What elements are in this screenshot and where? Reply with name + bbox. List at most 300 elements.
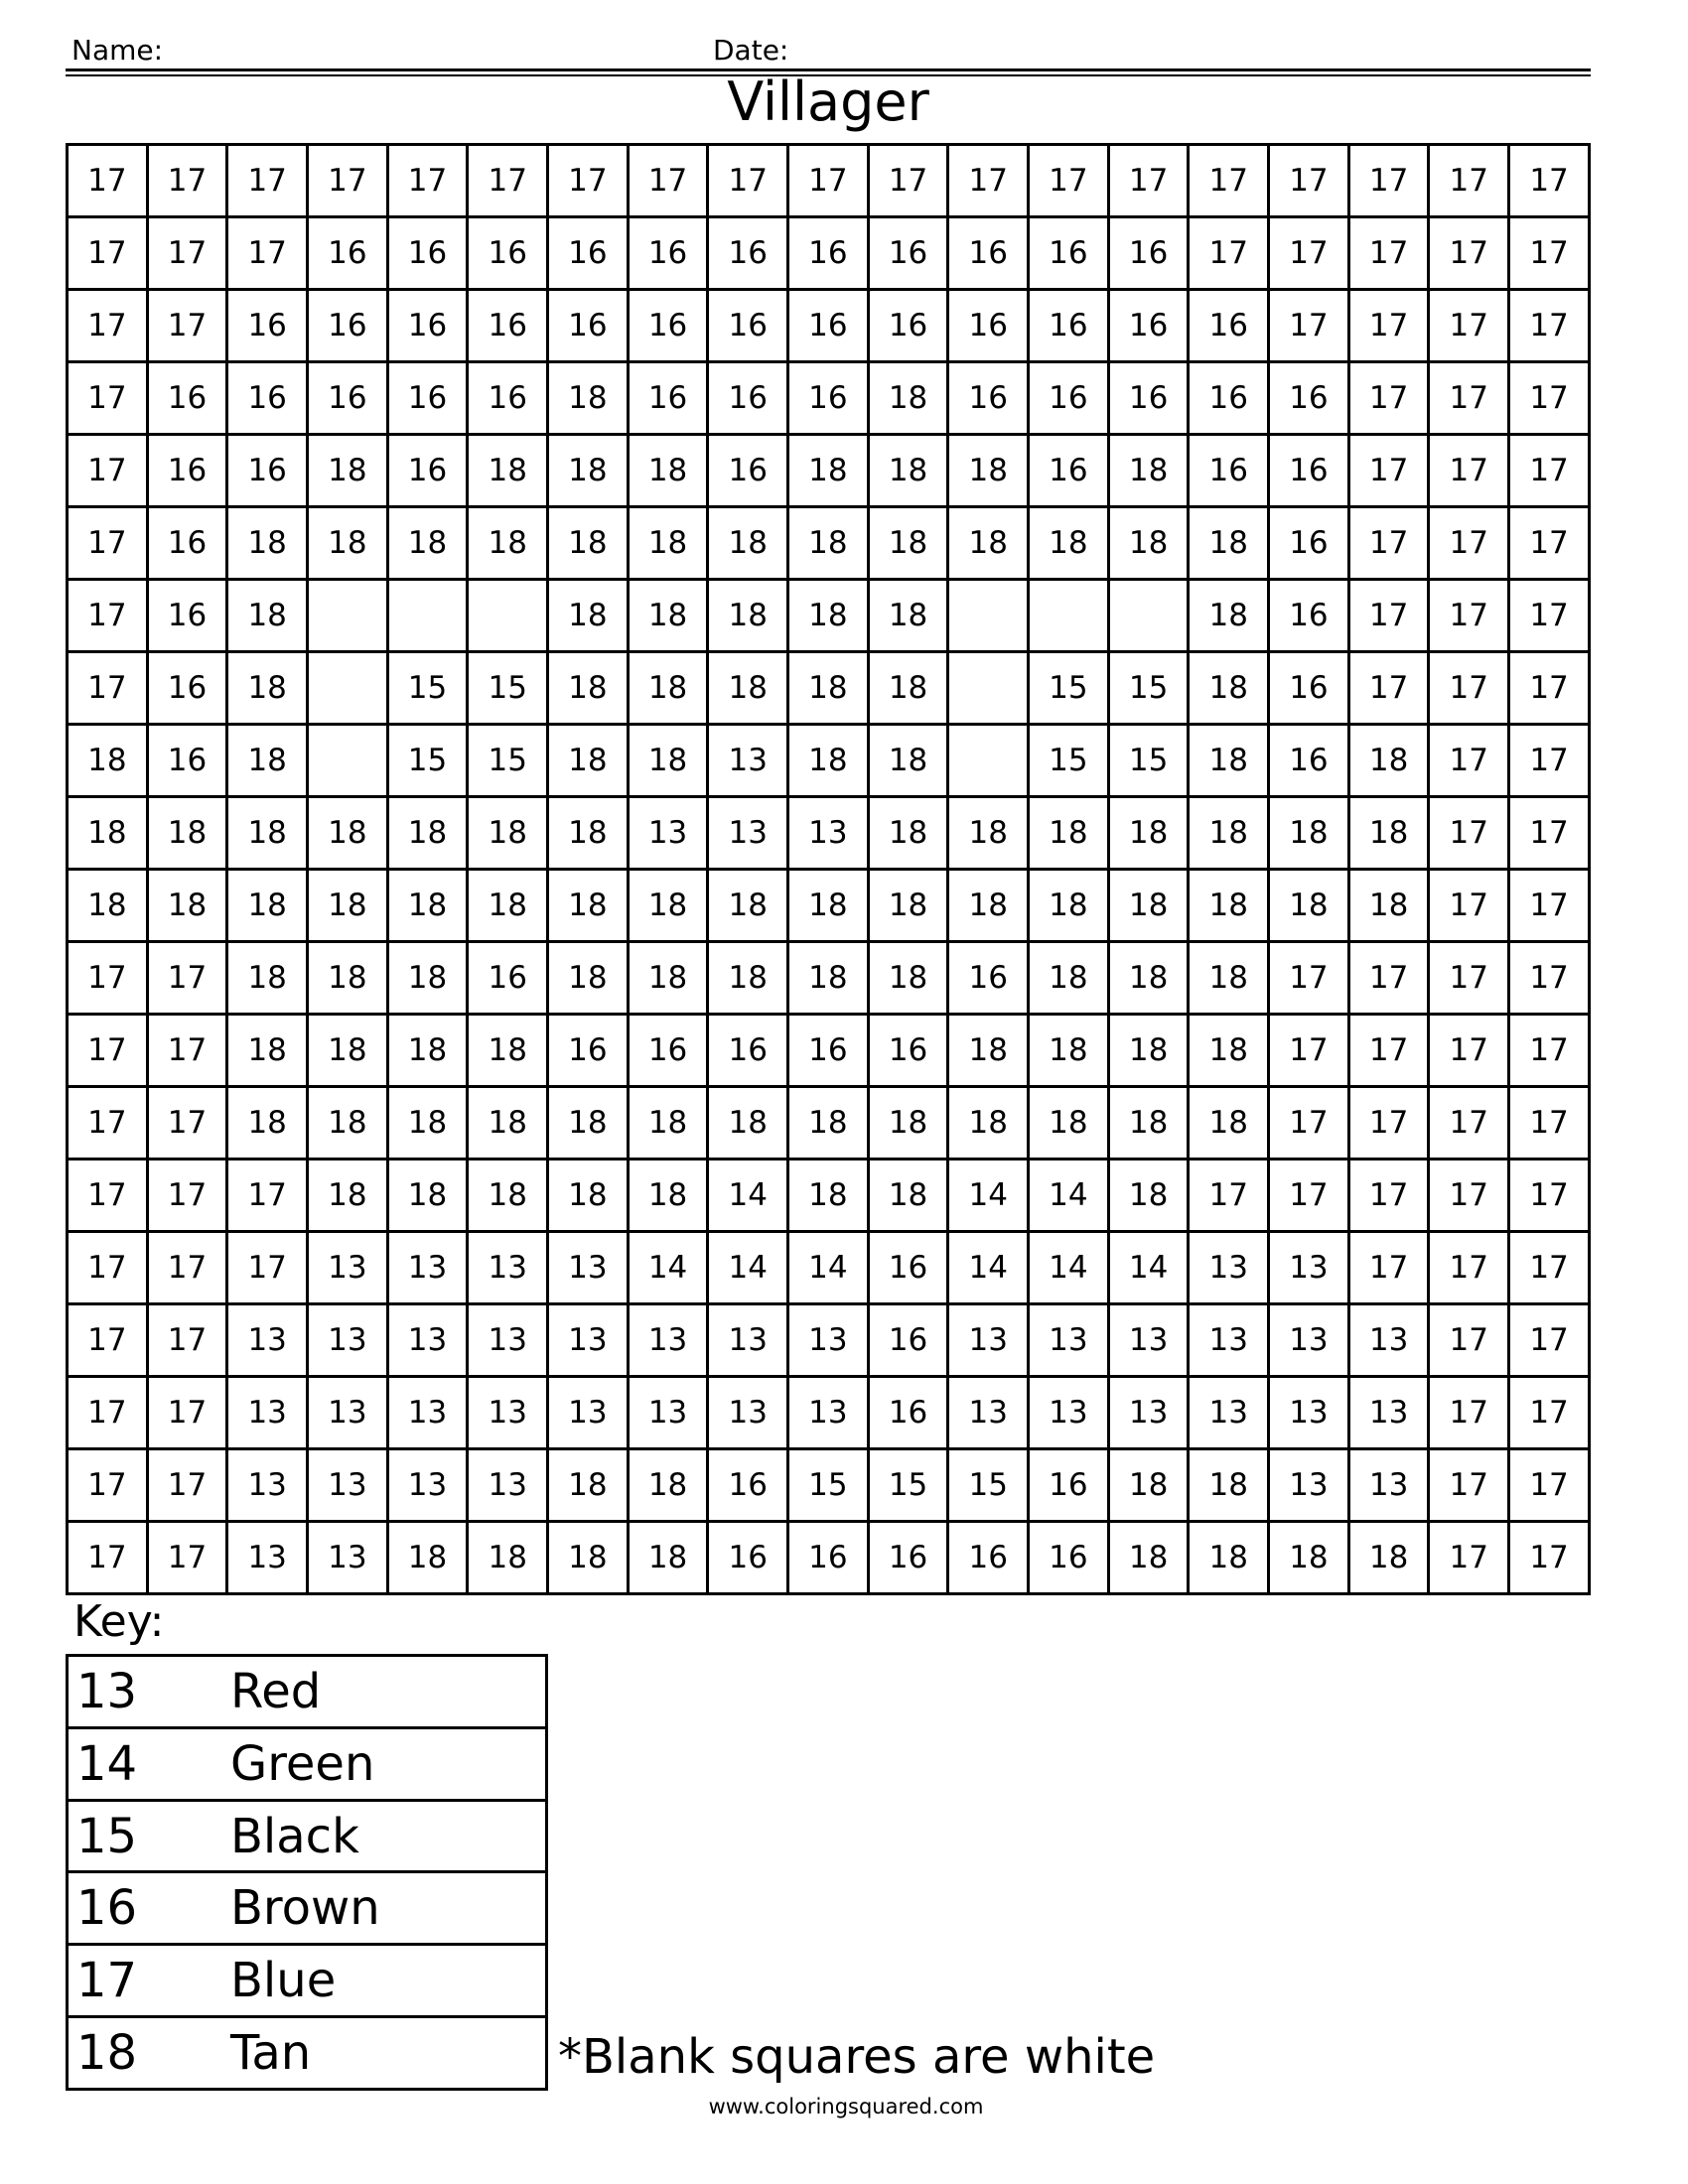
key-color: Red <box>230 1656 547 1728</box>
grid-row <box>68 1015 1590 1087</box>
key-number: 13 <box>68 1656 231 1728</box>
grid-cell: 18 <box>68 870 148 942</box>
grid-cell: 17 <box>68 1160 148 1232</box>
grid-row <box>68 217 1590 290</box>
grid-cell: 17 <box>1429 870 1509 942</box>
key-number: 16 <box>68 1872 231 1945</box>
grid-cell: 17 <box>147 1087 227 1160</box>
grid-cell: 13 <box>227 1522 308 1594</box>
grid-cell <box>948 725 1029 797</box>
grid-cell: 16 <box>708 217 788 290</box>
grid-cell: 17 <box>1348 942 1429 1015</box>
grid-cell: 18 <box>1029 797 1109 870</box>
grid-cell: 17 <box>1029 145 1109 217</box>
grid-cell: 16 <box>868 290 948 362</box>
grid-cell: 16 <box>548 217 629 290</box>
grid-cell: 18 <box>948 1087 1029 1160</box>
grid-cell: 18 <box>548 1522 629 1594</box>
grid-cell: 15 <box>1029 652 1109 725</box>
grid-cell: 17 <box>1348 507 1429 580</box>
grid-cell: 16 <box>308 362 388 435</box>
grid-cell: 15 <box>788 1449 869 1522</box>
grid-cell: 17 <box>147 1304 227 1377</box>
grid-cell: 17 <box>68 145 148 217</box>
grid-cell: 16 <box>147 435 227 507</box>
grid-cell: 13 <box>708 797 788 870</box>
grid-cell: 18 <box>788 652 869 725</box>
grid-cell: 16 <box>1269 580 1349 652</box>
grid-cell: 16 <box>868 217 948 290</box>
grid-cell: 17 <box>147 942 227 1015</box>
grid-cell: 17 <box>147 145 227 217</box>
grid-cell: 18 <box>708 942 788 1015</box>
grid-cell <box>1108 580 1189 652</box>
grid-cell: 17 <box>68 1304 148 1377</box>
grid-row <box>68 1087 1590 1160</box>
key-number: 15 <box>68 1800 231 1872</box>
grid-cell: 17 <box>1429 217 1509 290</box>
grid-cell: 15 <box>387 652 468 725</box>
grid-cell: 17 <box>1429 145 1509 217</box>
grid-cell: 17 <box>1269 1087 1349 1160</box>
grid-cell: 18 <box>1029 1087 1109 1160</box>
grid-cell: 13 <box>308 1377 388 1449</box>
grid-cell: 18 <box>1189 652 1269 725</box>
key-color: Green <box>230 1727 547 1800</box>
grid-cell: 18 <box>948 1015 1029 1087</box>
grid-cell: 17 <box>1269 1015 1349 1087</box>
grid-cell: 17 <box>68 1522 148 1594</box>
grid-cell: 14 <box>1108 1232 1189 1304</box>
grid-cell <box>308 580 388 652</box>
grid-cell: 15 <box>387 725 468 797</box>
grid-cell: 18 <box>147 797 227 870</box>
key-color: Black <box>230 1800 547 1872</box>
grid-row <box>68 507 1590 580</box>
grid-cell: 17 <box>227 1160 308 1232</box>
grid-cell: 18 <box>1269 797 1349 870</box>
grid-cell: 17 <box>1509 1449 1590 1522</box>
grid-cell: 13 <box>948 1304 1029 1377</box>
grid-cell: 18 <box>948 435 1029 507</box>
grid-cell: 16 <box>548 1015 629 1087</box>
grid-cell: 17 <box>1509 725 1590 797</box>
grid-cell: 16 <box>868 1304 948 1377</box>
grid-cell: 17 <box>1348 362 1429 435</box>
grid-cell: 18 <box>868 870 948 942</box>
key-color: Brown <box>230 1872 547 1945</box>
grid-cell: 18 <box>147 870 227 942</box>
grid-cell: 16 <box>227 290 308 362</box>
grid-cell: 16 <box>147 652 227 725</box>
grid-cell: 18 <box>628 507 708 580</box>
grid-cell: 16 <box>1269 725 1349 797</box>
grid-cell: 16 <box>1029 362 1109 435</box>
grid-cell <box>308 652 388 725</box>
grid-cell: 18 <box>1108 870 1189 942</box>
grid-cell: 13 <box>1189 1377 1269 1449</box>
grid-cell: 17 <box>308 145 388 217</box>
grid-cell: 18 <box>308 942 388 1015</box>
grid-cell: 13 <box>227 1304 308 1377</box>
grid-cell: 18 <box>868 797 948 870</box>
key-label: Key: <box>73 1596 165 1647</box>
grid-cell: 16 <box>147 580 227 652</box>
grid-cell: 13 <box>788 1377 869 1449</box>
grid-cell: 13 <box>1189 1232 1269 1304</box>
grid-cell: 15 <box>948 1449 1029 1522</box>
grid-cell: 16 <box>708 1015 788 1087</box>
grid-cell: 17 <box>147 1377 227 1449</box>
grid-cell: 18 <box>387 797 468 870</box>
blank-squares-note: *Blank squares are white <box>558 2029 1156 2085</box>
grid-cell <box>948 580 1029 652</box>
grid-cell: 18 <box>1269 870 1349 942</box>
grid-cell: 18 <box>227 870 308 942</box>
grid-cell: 18 <box>948 507 1029 580</box>
grid-cell: 18 <box>948 797 1029 870</box>
grid-cell: 13 <box>1348 1377 1429 1449</box>
grid-cell: 18 <box>387 507 468 580</box>
grid-cell: 18 <box>868 507 948 580</box>
grid-cell: 16 <box>387 290 468 362</box>
key-row <box>68 1800 547 1872</box>
grid-cell: 18 <box>1108 1087 1189 1160</box>
grid-cell: 18 <box>468 870 548 942</box>
grid-cell: 17 <box>1189 145 1269 217</box>
grid-cell: 13 <box>308 1449 388 1522</box>
grid-cell: 16 <box>628 1015 708 1087</box>
grid-cell <box>387 580 468 652</box>
grid-cell: 18 <box>227 942 308 1015</box>
number-grid <box>66 143 1591 1595</box>
grid-cell: 13 <box>548 1304 629 1377</box>
grid-cell: 17 <box>1429 1087 1509 1160</box>
grid-cell: 17 <box>1269 217 1349 290</box>
grid-cell: 17 <box>1509 290 1590 362</box>
grid-cell: 15 <box>468 652 548 725</box>
grid-cell: 16 <box>1108 217 1189 290</box>
grid-cell: 13 <box>308 1522 388 1594</box>
grid-cell: 18 <box>868 362 948 435</box>
grid-cell: 17 <box>1429 942 1509 1015</box>
key-color: Tan <box>230 2017 547 2090</box>
grid-cell: 18 <box>628 1449 708 1522</box>
grid-cell: 13 <box>548 1377 629 1449</box>
grid-cell: 17 <box>68 652 148 725</box>
grid-cell: 18 <box>868 435 948 507</box>
grid-row <box>68 1377 1590 1449</box>
grid-cell: 16 <box>468 217 548 290</box>
grid-cell: 16 <box>468 942 548 1015</box>
grid-cell: 18 <box>468 1087 548 1160</box>
grid-cell: 17 <box>68 942 148 1015</box>
grid-cell: 13 <box>1348 1304 1429 1377</box>
date-label: Date: <box>713 34 789 67</box>
grid-cell: 18 <box>548 942 629 1015</box>
grid-cell: 18 <box>1108 1522 1189 1594</box>
grid-cell: 18 <box>1108 1015 1189 1087</box>
grid-cell: 17 <box>68 435 148 507</box>
grid-cell: 18 <box>468 797 548 870</box>
grid-cell: 16 <box>708 290 788 362</box>
grid-cell: 18 <box>468 435 548 507</box>
grid-cell: 13 <box>708 1304 788 1377</box>
grid-cell: 16 <box>868 1522 948 1594</box>
grid-cell: 17 <box>1429 652 1509 725</box>
grid-cell: 17 <box>1429 1232 1509 1304</box>
grid-cell: 17 <box>1189 1160 1269 1232</box>
grid-row <box>68 1304 1590 1377</box>
grid-cell: 18 <box>948 870 1029 942</box>
grid-cell: 14 <box>1029 1232 1109 1304</box>
grid-cell: 16 <box>1029 1449 1109 1522</box>
grid-cell: 18 <box>868 580 948 652</box>
grid-cell: 18 <box>788 435 869 507</box>
grid-cell: 18 <box>308 435 388 507</box>
grid-cell: 17 <box>68 1232 148 1304</box>
grid-cell: 18 <box>1029 507 1109 580</box>
grid-cell: 13 <box>308 1232 388 1304</box>
grid-cell: 16 <box>868 1377 948 1449</box>
grid-cell: 17 <box>1509 145 1590 217</box>
grid-cell: 17 <box>1509 1522 1590 1594</box>
grid-cell: 17 <box>1429 580 1509 652</box>
grid-cell: 16 <box>708 1522 788 1594</box>
grid-cell: 18 <box>227 1015 308 1087</box>
grid-cell: 16 <box>387 362 468 435</box>
grid-cell: 17 <box>387 145 468 217</box>
grid-cell: 16 <box>948 942 1029 1015</box>
grid-cell: 18 <box>548 797 629 870</box>
grid-cell: 18 <box>628 652 708 725</box>
grid-cell: 18 <box>387 942 468 1015</box>
grid-cell: 13 <box>628 797 708 870</box>
grid-cell: 16 <box>788 1522 869 1594</box>
grid-cell: 18 <box>788 507 869 580</box>
grid-cell: 17 <box>868 145 948 217</box>
grid-cell: 16 <box>868 1232 948 1304</box>
grid-cell: 18 <box>387 870 468 942</box>
grid-cell: 18 <box>468 1522 548 1594</box>
grid-cell: 16 <box>147 725 227 797</box>
key-number: 14 <box>68 1727 231 1800</box>
grid-cell: 18 <box>708 580 788 652</box>
grid-row <box>68 362 1590 435</box>
grid-row <box>68 290 1590 362</box>
grid-cell: 18 <box>1189 507 1269 580</box>
grid-cell: 16 <box>1108 362 1189 435</box>
grid-cell: 18 <box>708 652 788 725</box>
grid-cell: 17 <box>1429 1015 1509 1087</box>
grid-cell: 18 <box>788 870 869 942</box>
grid-cell: 17 <box>1509 1304 1590 1377</box>
grid-cell: 17 <box>548 145 629 217</box>
key-color: Blue <box>230 1945 547 2017</box>
grid-cell: 16 <box>788 290 869 362</box>
grid-cell: 17 <box>1429 435 1509 507</box>
grid-cell: 16 <box>1269 507 1349 580</box>
grid-cell: 13 <box>628 1377 708 1449</box>
grid-cell: 17 <box>1429 507 1509 580</box>
grid-row <box>68 145 1590 217</box>
grid-row <box>68 1522 1590 1594</box>
grid-cell: 17 <box>1429 1522 1509 1594</box>
grid-cell: 16 <box>227 435 308 507</box>
grid-cell: 14 <box>628 1232 708 1304</box>
key-row <box>68 1872 547 1945</box>
grid-cell: 18 <box>1189 580 1269 652</box>
grid-cell: 18 <box>1189 1015 1269 1087</box>
grid-cell: 13 <box>1029 1377 1109 1449</box>
grid-cell: 16 <box>628 290 708 362</box>
grid-cell: 18 <box>1108 942 1189 1015</box>
grid-cell <box>948 652 1029 725</box>
grid-cell: 17 <box>68 1087 148 1160</box>
grid-cell: 18 <box>68 797 148 870</box>
grid-cell: 17 <box>1509 1160 1590 1232</box>
grid-cell: 13 <box>1108 1377 1189 1449</box>
grid-cell: 17 <box>1429 1377 1509 1449</box>
grid-cell: 13 <box>788 797 869 870</box>
grid-cell: 13 <box>708 725 788 797</box>
grid-cell: 18 <box>628 1160 708 1232</box>
grid-cell: 17 <box>1509 1232 1590 1304</box>
grid-cell: 17 <box>68 1015 148 1087</box>
grid-cell: 18 <box>628 1522 708 1594</box>
grid-cell: 18 <box>1108 435 1189 507</box>
grid-row <box>68 580 1590 652</box>
grid-cell: 18 <box>1348 797 1429 870</box>
grid-cell: 17 <box>1509 797 1590 870</box>
grid-cell: 18 <box>548 1087 629 1160</box>
grid-cell: 18 <box>1108 797 1189 870</box>
grid-cell: 18 <box>628 870 708 942</box>
grid-cell: 17 <box>1269 1160 1349 1232</box>
grid-cell: 18 <box>308 1087 388 1160</box>
grid-cell: 18 <box>227 580 308 652</box>
grid-cell: 14 <box>948 1232 1029 1304</box>
grid-cell: 18 <box>227 652 308 725</box>
grid-cell: 16 <box>1029 290 1109 362</box>
grid-cell: 14 <box>948 1160 1029 1232</box>
grid-cell: 18 <box>1189 725 1269 797</box>
grid-cell: 18 <box>548 362 629 435</box>
grid-cell: 18 <box>868 1087 948 1160</box>
grid-cell: 13 <box>1269 1449 1349 1522</box>
grid-cell: 15 <box>1108 725 1189 797</box>
grid-cell: 18 <box>387 1015 468 1087</box>
grid-cell: 16 <box>1029 435 1109 507</box>
grid-cell: 13 <box>708 1377 788 1449</box>
grid-cell: 13 <box>628 1304 708 1377</box>
grid-cell: 18 <box>1348 725 1429 797</box>
grid-cell: 16 <box>147 362 227 435</box>
grid-cell: 17 <box>1429 797 1509 870</box>
grid-cell: 17 <box>147 1522 227 1594</box>
grid-row <box>68 942 1590 1015</box>
grid-cell: 14 <box>1029 1160 1109 1232</box>
grid-row <box>68 1160 1590 1232</box>
grid-cell: 15 <box>1108 652 1189 725</box>
grid-cell: 13 <box>387 1304 468 1377</box>
grid-cell: 16 <box>788 362 869 435</box>
grid-cell: 17 <box>1348 1232 1429 1304</box>
grid-cell <box>308 725 388 797</box>
grid-cell: 16 <box>948 1522 1029 1594</box>
grid-cell: 18 <box>1189 797 1269 870</box>
grid-cell: 18 <box>708 1087 788 1160</box>
grid-cell: 16 <box>948 290 1029 362</box>
grid-cell: 18 <box>1108 507 1189 580</box>
grid-cell: 17 <box>227 217 308 290</box>
grid-cell: 16 <box>948 217 1029 290</box>
grid-cell: 17 <box>147 290 227 362</box>
grid-cell: 18 <box>1108 1160 1189 1232</box>
grid-cell: 18 <box>1108 1449 1189 1522</box>
grid-cell: 18 <box>628 725 708 797</box>
grid-cell: 18 <box>788 1087 869 1160</box>
grid-cell: 17 <box>788 145 869 217</box>
grid-cell: 14 <box>788 1232 869 1304</box>
grid-cell: 17 <box>1429 290 1509 362</box>
key-row <box>68 2017 547 2090</box>
grid-cell: 17 <box>68 217 148 290</box>
grid-cell: 17 <box>1348 652 1429 725</box>
grid-cell: 18 <box>308 507 388 580</box>
grid-cell: 16 <box>1108 290 1189 362</box>
grid-cell: 18 <box>788 580 869 652</box>
grid-cell: 13 <box>468 1304 548 1377</box>
grid-cell: 17 <box>1269 145 1349 217</box>
grid-cell: 13 <box>308 1304 388 1377</box>
grid-cell: 13 <box>1189 1304 1269 1377</box>
key-number: 18 <box>68 2017 231 2090</box>
grid-cell: 13 <box>227 1377 308 1449</box>
grid-cell: 17 <box>1348 290 1429 362</box>
grid-cell: 17 <box>1348 217 1429 290</box>
grid-cell: 17 <box>1429 1304 1509 1377</box>
grid-cell: 17 <box>1509 507 1590 580</box>
grid-cell: 16 <box>708 1449 788 1522</box>
grid-cell: 17 <box>68 290 148 362</box>
grid-cell: 16 <box>868 1015 948 1087</box>
grid-cell: 13 <box>788 1304 869 1377</box>
grid-cell: 16 <box>1029 1522 1109 1594</box>
grid-cell: 17 <box>1509 580 1590 652</box>
grid-cell: 14 <box>708 1160 788 1232</box>
grid-cell: 13 <box>1348 1449 1429 1522</box>
grid-cell: 18 <box>1189 1449 1269 1522</box>
grid-cell: 17 <box>147 1232 227 1304</box>
grid-cell: 16 <box>1269 435 1349 507</box>
grid-cell: 18 <box>308 1160 388 1232</box>
grid-cell: 17 <box>1509 942 1590 1015</box>
grid-cell: 17 <box>1429 1160 1509 1232</box>
grid-cell: 16 <box>1269 652 1349 725</box>
grid-cell: 17 <box>1429 1449 1509 1522</box>
grid-cell: 17 <box>1509 1087 1590 1160</box>
grid-cell: 17 <box>1429 725 1509 797</box>
grid-cell: 18 <box>548 870 629 942</box>
grid-row <box>68 1449 1590 1522</box>
grid-cell: 18 <box>468 507 548 580</box>
grid-cell: 17 <box>1509 435 1590 507</box>
grid-cell: 17 <box>1509 652 1590 725</box>
grid-cell: 16 <box>1189 435 1269 507</box>
grid-cell: 17 <box>1509 870 1590 942</box>
grid-cell: 17 <box>1348 145 1429 217</box>
